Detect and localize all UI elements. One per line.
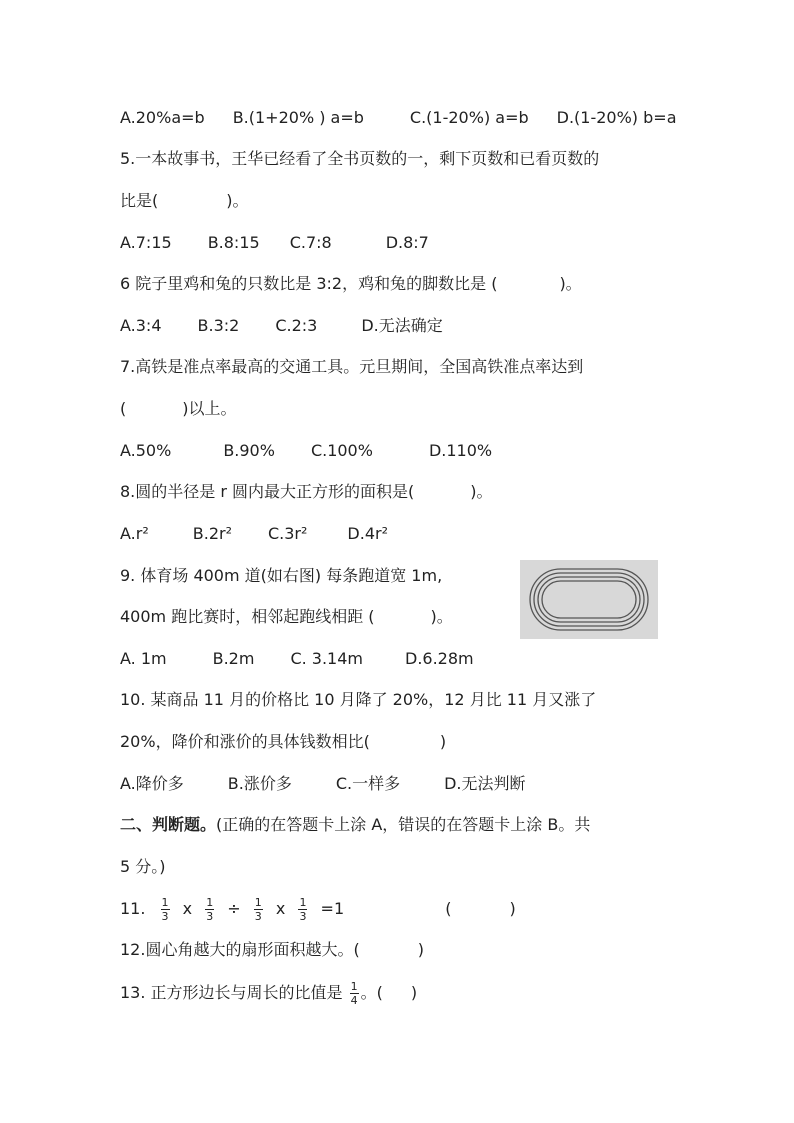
section-2-title: 二、判断题。 xyxy=(120,815,217,834)
q10-option-b: B.涨价多 xyxy=(227,774,292,793)
q8-option-b: B.2r² xyxy=(192,524,232,543)
section-2-instructions: (正确的在答题卡上涂 A，错误的在答题卡上涂 B。共 xyxy=(216,815,591,834)
q5-option-d: D.8:7 xyxy=(385,233,429,252)
q10-option-a: A.降价多 xyxy=(120,774,184,793)
q8-stem: 8.圆的半径是 r 圆内最大正方形的面积是( )。 xyxy=(120,482,493,501)
section-2-points: 5 分。) xyxy=(120,857,166,876)
q10-option-c: C.一样多 xyxy=(335,774,401,793)
q6-option-b: B.3:2 xyxy=(197,316,240,335)
fraction-one-third: $\frac{1}{3}$ xyxy=(206,896,214,923)
q6-option-a: A.3:4 xyxy=(120,316,162,335)
q9-options xyxy=(120,648,474,670)
q8-option-a: A.r² xyxy=(120,524,149,543)
running-track-drawing xyxy=(520,560,658,639)
q7-option-c: C.100% xyxy=(310,441,373,460)
fraction-one-quarter: $\frac{1}{4}$ xyxy=(350,980,358,1007)
q7-options xyxy=(120,440,492,462)
q8-option-d: D.4r² xyxy=(347,524,388,543)
q4-option-b: B.(1+20% ) a=b xyxy=(232,108,364,127)
q7-option-a: A.50% xyxy=(120,441,172,460)
q5-option-a: A.7:15 xyxy=(120,233,172,252)
q9-stem-line1: 9. 体育场 400m 道(如右图) 每条跑道宽 1m, xyxy=(120,566,443,585)
q11: 11. $\frac{1}{3}$ x $\frac{1}{3}$ ÷ $\frac{1}{3}$ x $\frac{1}{3}$ =1 ( ) xyxy=(120,896,516,923)
q4-option-c: C.(1-20%) a=b xyxy=(409,108,529,127)
running-track-figure xyxy=(520,560,658,639)
q13: 13. 正方形边长与周长的比值是 $\frac{1}{4}$ 。( ) xyxy=(120,980,418,1007)
q6-option-d: D.无法确定 xyxy=(361,316,443,335)
q10-stem-line1: 10. 某商品 11 月的价格比 10 月降了 20%，12 月比 11 月又涨了 xyxy=(120,690,597,709)
q9-option-a: A. 1m xyxy=(120,649,167,668)
q8-options xyxy=(120,523,388,545)
q9-stem-line2: 400m 跑比赛时，相邻起跑线相距 ( )。 xyxy=(120,607,453,626)
q6-option-c: C.2:3 xyxy=(275,316,318,335)
q7-stem-line2: ( )以上。 xyxy=(120,399,237,418)
q5-options xyxy=(120,232,429,254)
q9-option-d: D.6.28m xyxy=(405,649,474,668)
q7-option-b: B.90% xyxy=(223,441,275,460)
q12: 12.圆心角越大的扇形面积越大。( ) xyxy=(120,940,424,959)
fraction-one-third: $\frac{1}{3}$ xyxy=(299,896,307,923)
q11-answer-paren: ( ) xyxy=(445,899,516,918)
q8-option-c: C.3r² xyxy=(267,524,308,543)
q10-option-d: D.无法判断 xyxy=(444,774,526,793)
fraction-one-third: $\frac{1}{3}$ xyxy=(254,896,262,923)
q6-stem: 6 院子里鸡和兔的只数比是 3:2，鸡和兔的脚数比是 ( )。 xyxy=(120,274,582,293)
q4-options xyxy=(120,107,677,129)
q9-option-c: C. 3.14m xyxy=(290,649,363,668)
q10-stem-line2: 20%，降价和涨价的具体钱数相比( ) xyxy=(120,732,447,751)
q5-option-b: B.8:15 xyxy=(207,233,260,252)
q5-stem-line2: 比是( )。 xyxy=(120,191,249,210)
q5-stem-line1: 5.一本故事书，王华已经看了全书页数的一，剩下页数和已看页数的 xyxy=(120,149,600,168)
q6-options xyxy=(120,315,443,337)
section-2-heading xyxy=(120,814,590,836)
q10-options xyxy=(120,773,526,795)
q5-option-c: C.7:8 xyxy=(289,233,332,252)
q4-option-d: D.(1-20%) b=a xyxy=(556,108,677,127)
q4-option-a: A.20%a=b xyxy=(120,108,205,127)
q9-option-b: B.2m xyxy=(212,649,255,668)
fraction-one-third: $\frac{1}{3}$ xyxy=(161,896,169,923)
q7-stem-line1: 7.高铁是准点率最高的交通工具。元旦期间，全国高铁准点率达到 xyxy=(120,357,584,376)
q7-option-d: D.110% xyxy=(428,441,493,460)
